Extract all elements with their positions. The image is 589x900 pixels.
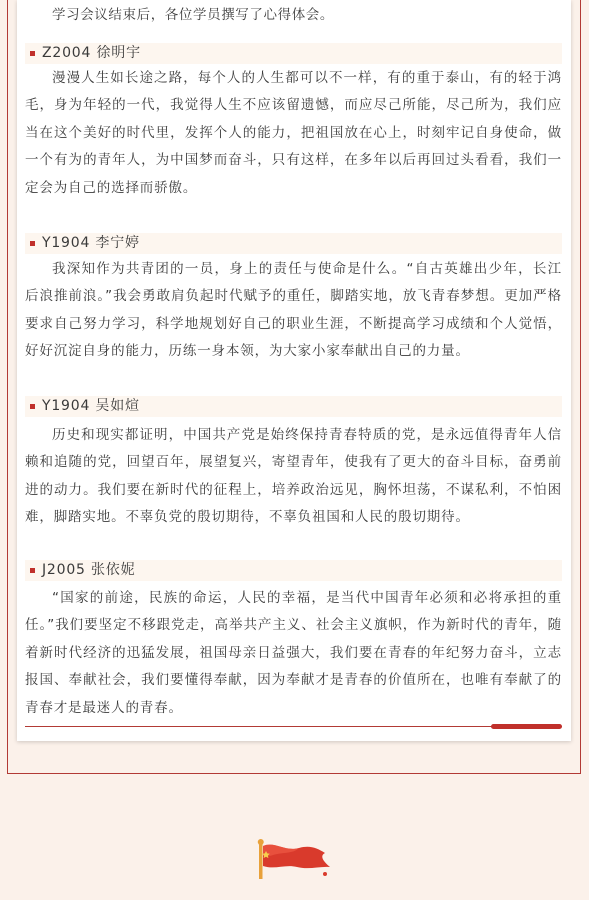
intro-text: 学习会议结束后，各位学员撰写了心得体会。 (52, 7, 334, 23)
square-bullet-icon (30, 404, 35, 409)
section-text: “国家的前途，民族的命运，人民的幸福，是当代中国青年必须和必将承担的重任。”我们要坚定不移跟党走，高举共产主义、社会主义旗帜，作为新时代的青年，随着新时代经济的迅猛发展，祖国母亲日益强大，我们要在青春的年纪努力奋斗，立志报国、奉献社会，我们要懂得奉献，因为奉献才是青春的价值所在，也唯有奉献了的青春才是最迷人的青春。 (25, 590, 562, 716)
section-text: 漫漫人生如长途之路，每个人的人生都可以不一样，有的重于泰山，有的轻于鸿毛，身为年轻的一代，我觉得人生不应该留遗憾，而应尽己所能，尽己所为，我们应当在这个美好的时代里，发挥个人的能力，把祖国放在心上，时刻牢记自身使命，做一个有为的青年人，为中国梦而奋斗，只有这样，在多年以后再回过头看看，我们一定会为自己的选择而骄傲。 (25, 70, 562, 196)
red-flag-icon (253, 833, 337, 881)
section-text: 我深知作为共青团的一员，身上的责任与使命是什么。“自古英雄出少年，长江后浪推前浪。”我会勇敢肩负起时代赋予的重任，脚踏实地，放飞青春梦想。更加严格要求自己努力学习，科学地规划好自己的职业生涯，不断提高学习成绩和个人觉悟，好好沉淀自身的能力，历练一身本领，为大家小家奉献出自己的力量。 (25, 261, 562, 360)
divider-line (25, 726, 562, 727)
section-text: 历史和现实都证明，中国共产党是始终保持青春特质的党，是永远值得青年人信赖和追随的党，回望百年，展望复兴，寄望青年，使我有了更大的奋斗目标，奋勇前进的动力。我们要在新时代的征程上，培养政治远见，胸怀坦荡，不谋私利，不怕困难，脚踏实地。不辜负党的殷切期待，不辜负祖国和人民的殷切期待。 (25, 427, 562, 526)
section-header (25, 233, 562, 254)
author-name: Y1904 吴如煊 (42, 398, 140, 414)
section-header (25, 560, 562, 581)
author-name: Z2004 徐明宇 (42, 45, 141, 61)
square-bullet-icon (30, 51, 35, 56)
divider-accent (491, 724, 562, 729)
author-name: J2005 张依妮 (42, 562, 136, 578)
section-header (25, 43, 562, 64)
square-bullet-icon (30, 568, 35, 573)
section-header (25, 396, 562, 417)
square-bullet-icon (30, 241, 35, 246)
author-name: Y1904 李宁婷 (42, 235, 140, 251)
